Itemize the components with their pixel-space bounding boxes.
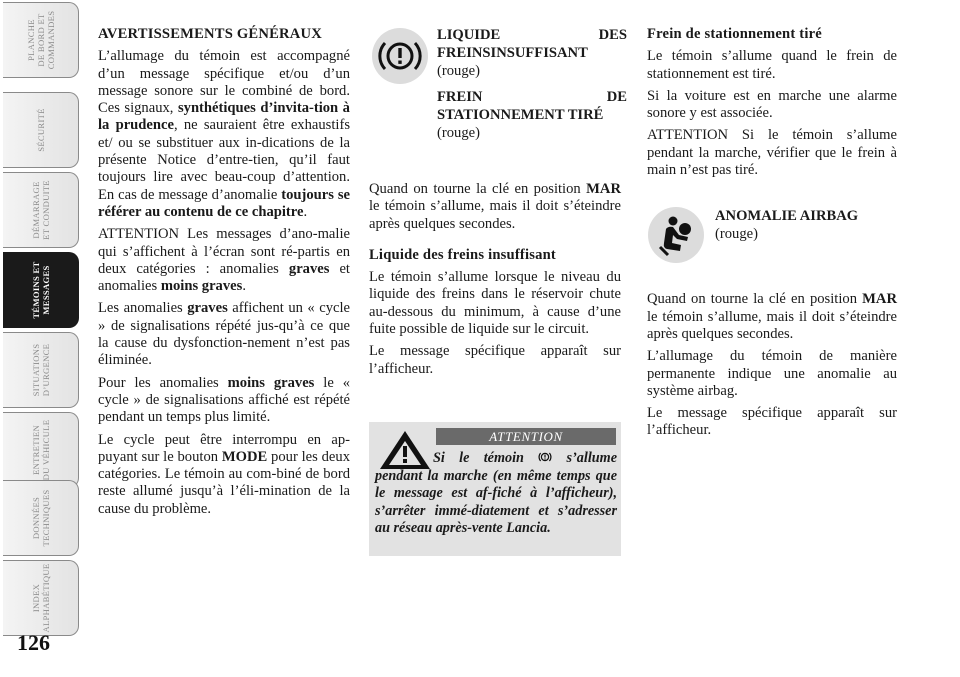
paragraph: Quand on tourne la clé en position MAR le témoin s’allume, mais il doit s’éteindre après quelques secondes. — [369, 181, 621, 232]
paragraph: Les anomalies graves affichent un « cycle » de signalisations répété jus-qu’à ce que la cause du dysfonction-nement n’est pas éliminée. — [98, 300, 350, 369]
paragraph: Quand on tourne la clé en position MAR le témoin s’allume, mais il doit s’éteindre après quelques secondes. — [647, 291, 897, 342]
tab-donnees-techniques[interactable]: DONNÉES TECHNIQUES — [3, 480, 79, 556]
attention-box — [369, 422, 621, 556]
brake-warning-header — [369, 26, 627, 201]
tab-index[interactable]: INDEX ALPHABÉTIQUE — [3, 560, 79, 636]
brake-warning-icon — [372, 28, 428, 84]
brake-warning-inline-icon — [538, 451, 552, 463]
brake-warning-titles: LIQUIDE DES FREINSINSUFFISANT (rouge) FREIN DE STATIONNEMENT TIRÉ (rouge) — [437, 27, 627, 141]
page-number: 126 — [17, 630, 50, 655]
sub-heading: Frein de stationnement tiré — [647, 26, 822, 42]
chapter-sidebar — [0, 0, 82, 640]
sub-heading: Liquide des freins insuffisant — [369, 246, 556, 263]
paragraph: Le témoin s’allume lorsque le niveau du liquide des freins dans le réservoir chute au-dessous du minimum, à cause d’une fuite possible de liquide sur le circuit. — [369, 269, 621, 338]
paragraph: Pour les anomalies moins graves le « cycle » de signalisations affiché est répété pendant un temps plus limité. — [98, 374, 350, 426]
tab-entretien[interactable]: ENTRETIEN DU VÉHICULE — [3, 412, 79, 488]
tab-securite[interactable]: SÉCURITÉ — [3, 92, 79, 168]
column-general-warnings — [98, 26, 350, 523]
column-brake-fluid — [369, 26, 627, 383]
tab-temoins-messages[interactable]: TÉMOINS ET MESSAGES — [3, 252, 79, 328]
paragraph: L’allumage du témoin est accompagné d’un message spécifique et/ou d’un message sonore sur le combiné de bord. Ces signaux, synthétiques d’invita-tion à la prudence, ne sauraient être exhaustifs et/ ou se substituer aux in-dications de la présente Notice d’entre-tien, qu’il faut toujours lire avec beau-coup d’attention. En cas de message d’anomalie toujours se référer au contenu de ce chapitre. — [98, 48, 350, 220]
paragraph: Le cycle peut être interrompu en ap-puyant sur le bouton MODE pour les deux catégories. Le témoin au com-biné de bord reste allumé jusqu’à l’éli-mination de la cause du problème. — [98, 431, 350, 517]
paragraph: L’allumage du témoin de manière permanente indique une anomalie au système airbag. — [647, 348, 897, 399]
section-heading: AVERTISSEMENTS GÉNÉRAUX — [98, 26, 322, 42]
airbag-warning-header — [647, 207, 897, 291]
airbag-warning-icon — [648, 207, 704, 263]
paragraph: Si la voiture est en marche une alarme sonore y est associée. — [647, 87, 897, 122]
paragraph: Le message spécifique apparaît sur l’afficheur. — [647, 405, 897, 439]
paragraph: Le témoin s’allume quand le frein de stationnement est tiré. — [647, 48, 897, 82]
paragraph: Le message spécifique apparaît sur l’afficheur. — [369, 343, 621, 377]
paragraph: ATTENTION Si le témoin s’allume pendant la marche, vérifier que le frein à main n’est pas tiré. — [647, 127, 897, 179]
tab-situations-urgence[interactable]: SITUATIONS D’URGENCE — [3, 332, 79, 408]
attention-label: ATTENTION — [436, 428, 616, 445]
tab-planche-de-bord[interactable]: PLANCHE DE BORD ET COMMANDES — [3, 2, 79, 78]
column-parking-airbag — [647, 26, 897, 445]
airbag-warning-titles: ANOMALIE AIRBAG (rouge) — [715, 208, 859, 243]
tab-demarrage[interactable]: DÉMARRAGE ET CONDUITE — [3, 172, 79, 248]
attention-text: Si le témoin s’allume pendant la marche (en même temps que le message est af-fiché à l’afficheur), s’arrêter immé-diatement et s’adresser au réseau après-vente Lancia. — [375, 450, 617, 537]
paragraph: ATTENTION Les messages d’ano-malie qui s’affichent à l’écran sont ré-partis en deux catégories : anomalies graves et anomalies moins graves. — [98, 226, 350, 295]
